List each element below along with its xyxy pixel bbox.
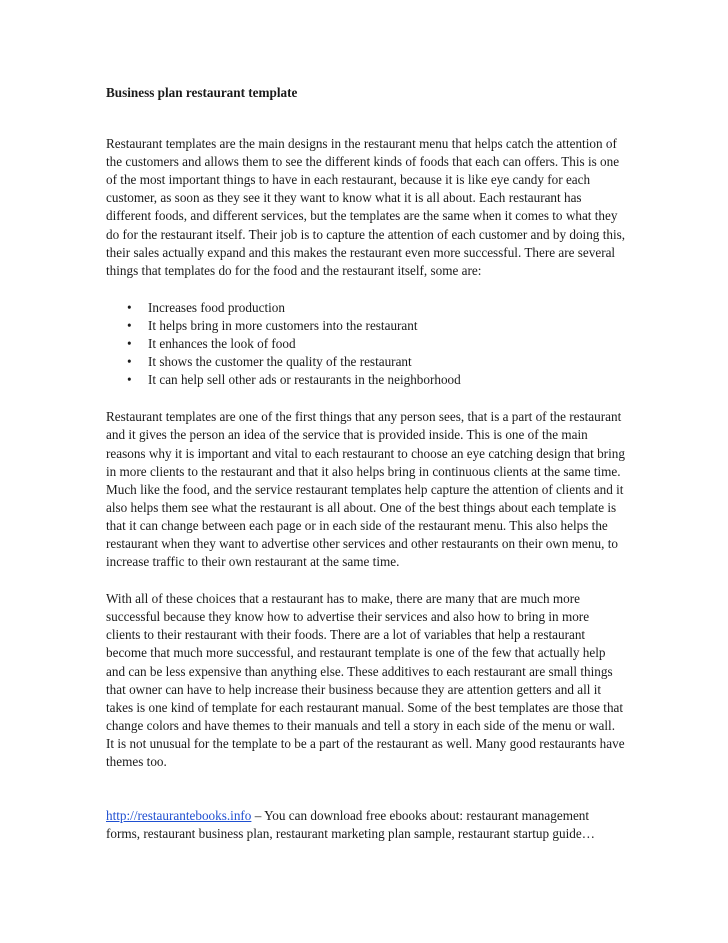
- bullet-icon: •: [127, 336, 132, 352]
- paragraph-intro: Restaurant templates are the main designs in the restaurant menu that helps catch the attention of the customers and allows them to see the different kinds of foods that each can offers. This is one of the most important things to have in each restaurant, because it is like eye candy for each customer, as soon as they see it they want to know what it is all about. Each restaurant has different foods, and different services, but the templates are the same when it comes to what they do for the restaurant itself. Their job is to capture the attention of each customer and by doing this, their sales actually expand and this makes the restaurant even more successful. There are several things that templates do for the food and the restaurant itself, some are:: [106, 136, 626, 278]
- benefits-list: [106, 299, 626, 389]
- bullet-icon: •: [127, 317, 132, 333]
- list-item: [106, 317, 626, 335]
- document-page: [106, 84, 626, 843]
- footer-link[interactable]: http://restaurantebooks.info: [106, 808, 252, 824]
- paragraph-first-impressions: Restaurant templates are one of the first things that any person sees, that is a part of the restaurant and it gives the person an idea of the service that is provided inside. This is one of the main reasons why it is important and vital to each restaurant to choose an eye catching design that bring in more clients to the restaurant and that it also helps bring in continuous clients at the same time. Much like the food, and the service restaurant templates help capture the attention of clients and it also helps them see what the restaurant is all about. One of the best things about each template is that it can change between each page or in each side of the restaurant menu. This also helps the restaurant when they want to advertise other services and other restaurants on their own menu, to increase traffic to their own restaurant at the same time.: [106, 409, 625, 570]
- list-item-text: It shows the customer the quality of the restaurant: [148, 354, 412, 370]
- list-item-text: It can help sell other ads or restaurants in the neighborhood: [148, 372, 461, 388]
- document-title: Business plan restaurant template: [106, 85, 298, 100]
- bullet-icon: •: [127, 372, 132, 388]
- paragraph-choices: With all of these choices that a restaurant has to make, there are many that are much more successful because they know how to advertise their services and also how to bring in more clients to their restaurant with their foods. There are a lot of variables that help a restaurant become that much more successful, and restaurant template is one of the few that actually help and can be less expensive than anything else. These additives to each restaurant are small things that owner can have to help increase their business because they are attention getters and all it takes is one kind of template for each restaurant manual. Some of the best templates are those that change colors and have themes to their manuals and tell a story in each side of the menu or wall. It is not unusual for the template to be a part of the restaurant as well. Many good restaurants have themes too.: [106, 591, 625, 769]
- list-item-text: It enhances the look of food: [148, 336, 296, 352]
- list-item: [106, 371, 626, 389]
- footer-text: – You can download free ebooks about: restaurant management forms, restaurant business plan, restaurant marketing plan sample, restaurant startup guide…: [106, 808, 595, 842]
- list-item-text: It helps bring in more customers into the restaurant: [148, 317, 418, 333]
- bullet-icon: •: [127, 354, 132, 370]
- list-item: [106, 299, 626, 317]
- list-item-text: Increases food production: [148, 299, 285, 315]
- list-item: [106, 353, 626, 371]
- footer-note: [106, 807, 626, 843]
- list-item: [106, 335, 626, 353]
- bullet-icon: •: [127, 299, 132, 315]
